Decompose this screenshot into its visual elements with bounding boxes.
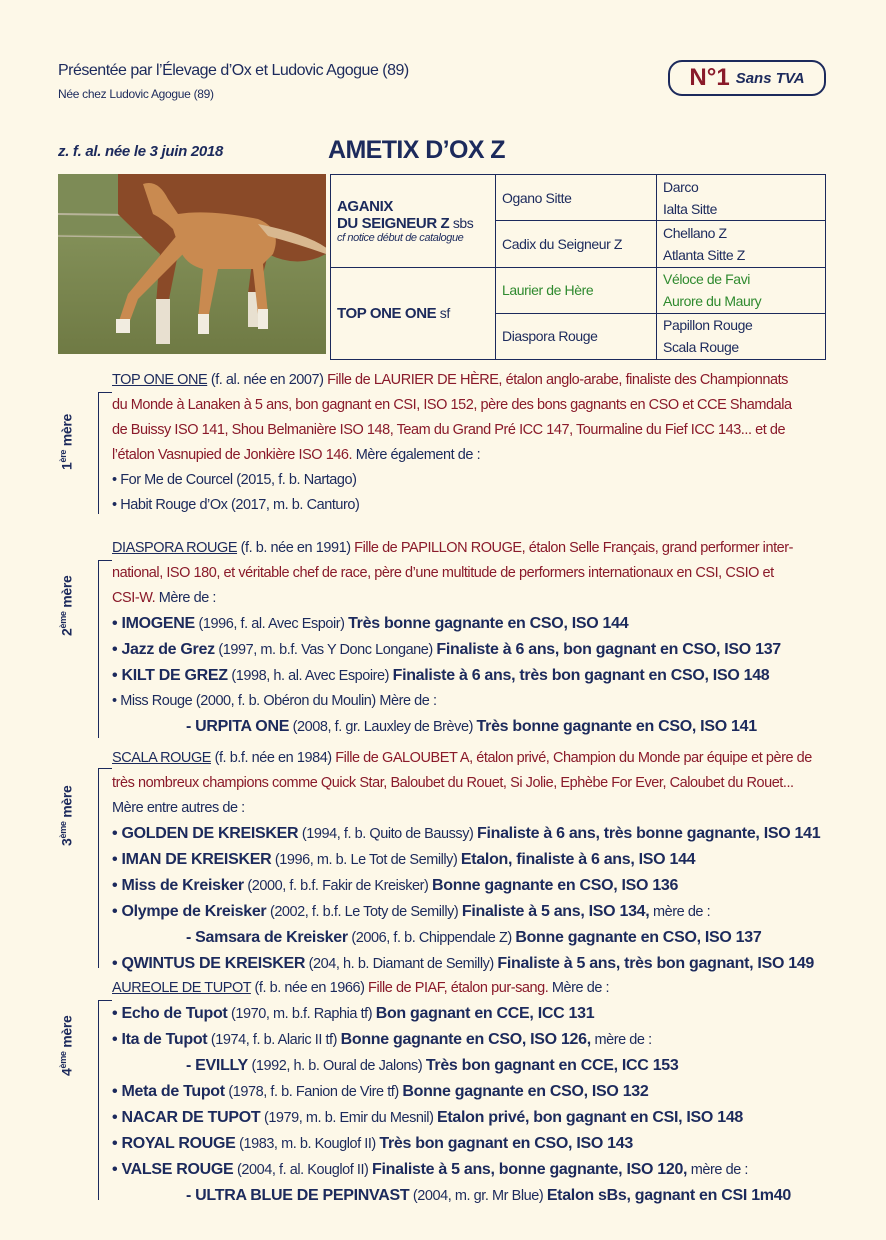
- ped-ds-parents: [657, 267, 826, 313]
- s4-i2-name: • Ita de Tupot: [112, 1031, 208, 1048]
- s2-i1-res: Très bonne gagnante en CSO, ISO 144: [348, 615, 629, 632]
- section1-bar: [98, 392, 99, 514]
- label-first-dam-sup: ère: [58, 449, 68, 463]
- sire-name-line1: AGANIX: [337, 197, 393, 215]
- s1-name: TOP ONE ONE: [112, 372, 208, 388]
- ped-sd: Cadix du Seigneur Z: [496, 221, 657, 267]
- section-second-dam: [112, 536, 828, 740]
- s4-i3-res: Très bon gagnant en CCE, ICC 153: [425, 1057, 679, 1074]
- ped-sdd: Atlanta Sitte Z: [663, 246, 745, 263]
- s4-i5-name: • NACAR DE TUPOT: [112, 1109, 261, 1126]
- s4-line1b: Mère de :: [548, 980, 610, 996]
- s2-i1-name: • IMOGENE: [112, 615, 195, 632]
- s4-i1-res: Bon gagnant en CCE, ICC 131: [375, 1005, 595, 1022]
- s2-i3-meta: (1998, h. al. Avec Espoire): [227, 668, 393, 684]
- s3-i4-meta: (2002, f. b.f. Le Toty de Semilly): [266, 904, 462, 920]
- section2-bar: [98, 560, 99, 738]
- s4-i4-name: • Meta de Tupot: [112, 1083, 225, 1100]
- label-fourth-dam-word: mère: [58, 1015, 75, 1052]
- s3-i3-res: Bonne gagnante en CSO, ISO 136: [431, 877, 679, 894]
- s3-i6-meta: (204, h. b. Diamant de Semilly): [305, 956, 498, 972]
- s4-i5-res: Etalon privé, bon gagnant en CSI, ISO 148: [437, 1109, 744, 1126]
- s2-meta: (f. b. née en 1991): [237, 540, 355, 556]
- s1-item2: • Habit Rouge d’Ox (2017, m. b. Canturo): [112, 497, 360, 513]
- s3-i1-name: • GOLDEN DE KREISKER: [112, 825, 299, 842]
- s1-meta: (f. al. née en 2007): [207, 372, 328, 388]
- s4-i4-res: Bonne gagnante en CSO, ISO 132: [402, 1083, 649, 1100]
- ped-dds: Papillon Rouge: [663, 317, 753, 334]
- section4-bar-top: [98, 1000, 112, 1001]
- s1-line1: Fille de LAURIER DE HÈRE, étalon anglo-arabe, finaliste des Championnats: [327, 372, 788, 388]
- ped-dd-parents: [657, 313, 826, 359]
- s3-name: SCALA ROUGE: [112, 750, 211, 766]
- ped-dsd: Aurore du Maury: [663, 293, 762, 310]
- section-fourth-dam: [112, 976, 828, 1209]
- ped-ss-parents: [657, 175, 826, 221]
- section-third-dam: [112, 746, 828, 977]
- ped-ssd: Ialta Sitte: [663, 200, 717, 217]
- s2-i5-meta: (2008, f. gr. Lauxley de Brève): [289, 719, 477, 735]
- sire-studbook: sbs: [452, 214, 474, 231]
- s4-i2-res: Bonne gagnante en CSO, ISO 126,: [340, 1031, 591, 1048]
- s2-line3b: Mère de :: [155, 590, 216, 606]
- s3-line1: Fille de GALOUBET A, étalon privé, Champion du Monde par équipe et père de: [335, 750, 812, 766]
- s4-i7-extra: mère de :: [687, 1162, 748, 1178]
- s2-line3: CSI-W.: [112, 590, 156, 606]
- s2-line2: national, ISO 180, et véritable chef de race, père d’une multitude de performers internationaux en CSI, CSIO et: [112, 565, 774, 581]
- s4-line1: Fille de PIAF, étalon pur-sang.: [368, 980, 549, 996]
- s3-i5-res: Bonne gagnante en CSO, ISO 137: [515, 929, 762, 946]
- label-second-dam-word: mère: [58, 575, 75, 612]
- ped-sd-parents: [657, 221, 826, 267]
- label-fourth-dam-num: 4: [58, 1068, 75, 1076]
- s4-i1-meta: (1970, m. b.f. Raphia tf): [227, 1006, 376, 1022]
- ped-ddd: Scala Rouge: [663, 339, 739, 356]
- pedigree-table: [330, 174, 826, 360]
- dam-name: TOP ONE ONE: [337, 304, 437, 322]
- s2-i3-name: • KILT DE GREZ: [112, 667, 228, 684]
- label-third-dam: [58, 786, 75, 846]
- label-first-dam: [58, 414, 75, 470]
- s3-i6-res: Finaliste à 5 ans, très bon gagnant, ISO 149: [497, 955, 815, 972]
- horse-description: z. f. al. née le 3 juin 2018: [58, 143, 224, 160]
- s2-i2-name: • Jazz de Grez: [112, 641, 215, 658]
- s4-i5-meta: (1979, m. b. Emir du Mesnil): [260, 1110, 438, 1126]
- s4-name: AUREOLE DE TUPOT: [112, 980, 251, 996]
- label-fourth-dam: [58, 1016, 75, 1076]
- s3-i5-name: - Samsara de Kreisker: [186, 929, 348, 946]
- s3-line3: Mère entre autres de :: [112, 800, 245, 816]
- ped-sss: Darco: [663, 178, 699, 195]
- s3-meta: (f. b.f. née en 1984): [211, 750, 336, 766]
- s2-name: DIASPORA ROUGE: [112, 540, 238, 556]
- s4-i7-name: • VALSE ROUGE: [112, 1161, 234, 1178]
- s3-i3-meta: (2000, f. b.f. Fakir de Kreisker): [243, 878, 432, 894]
- s4-i6-res: Très bon gagnant en CSO, ISO 143: [379, 1135, 633, 1152]
- s3-line2: très nombreux champions comme Quick Star, Baloubet du Rouet, Si Jolie, Ephèbe For Ever, Caloubet du Rouet...: [112, 775, 794, 791]
- s3-i1-res: Finaliste à 6 ans, très bonne gagnante, ISO 141: [476, 825, 821, 842]
- s2-i1-meta: (1996, f. al. Avec Espoir): [194, 616, 349, 632]
- s2-i2-meta: (1997, m. b.f. Vas Y Donc Longane): [214, 642, 437, 658]
- section3-bar-top: [98, 768, 112, 769]
- s1-line4b: Mère également de :: [352, 447, 481, 463]
- ped-ss: Ogano Sitte: [496, 175, 657, 221]
- label-third-dam-word: mère: [58, 785, 75, 822]
- lot-number: N°1: [689, 64, 730, 91]
- breeder-line: Née chez Ludovic Agogue (89): [58, 87, 214, 101]
- horse-photo: [58, 174, 326, 354]
- s4-i8-res: Etalon sBs, gagnant en CSI 1m40: [546, 1187, 791, 1204]
- sire-name-line2: DU SEIGNEUR Z: [337, 214, 450, 232]
- sire-cell: [331, 175, 496, 268]
- sire-note: cf notice début de catalogue: [337, 231, 464, 244]
- label-third-dam-num: 3: [58, 838, 75, 846]
- ped-sds: Chellano Z: [663, 224, 727, 241]
- s2-i3-res: Finaliste à 6 ans, très bon gagnant en CSO, ISO 148: [392, 667, 770, 684]
- s4-i7-meta: (2004, f. al. Kouglof II): [233, 1162, 372, 1178]
- ped-dd: Diaspora Rouge: [496, 313, 657, 359]
- s1-line3: de Buissy ISO 141, Shou Belmanière ISO 148, Team du Grand Pré ICC 147, Tourmaline du Fief ICC 143... et de: [112, 422, 786, 438]
- s3-i6-name: • QWINTUS DE KREISKER: [112, 955, 306, 972]
- label-third-dam-sup: ème: [58, 821, 68, 839]
- s2-i4: • Miss Rouge (2000, f. b. Obéron du Moulin) Mère de :: [112, 693, 437, 709]
- s2-i2-res: Finaliste à 6 ans, bon gagnant en CSO, ISO 137: [436, 641, 781, 658]
- s3-i2-meta: (1996, m. b. Le Tot de Semilly): [271, 852, 461, 868]
- s4-i2-meta: (1974, f. b. Alaric II tf): [207, 1032, 341, 1048]
- section3-bar: [98, 768, 99, 968]
- s4-i8-name: - ULTRA BLUE DE PEPINVAST: [186, 1187, 410, 1204]
- label-fourth-dam-sup: ème: [58, 1051, 68, 1069]
- label-first-dam-word: mère: [58, 414, 75, 450]
- s3-i4-res: Finaliste à 5 ans, ISO 134,: [461, 903, 650, 920]
- section4-bar: [98, 1000, 99, 1200]
- s3-i2-name: • IMAN DE KREISKER: [112, 851, 272, 868]
- s1-item1: • For Me de Courcel (2015, f. b. Nartago): [112, 472, 357, 488]
- s3-i1-meta: (1994, f. b. Quito de Baussy): [298, 826, 477, 842]
- s4-i7-res: Finaliste à 5 ans, bonne gagnante, ISO 120,: [372, 1161, 688, 1178]
- s4-i1-name: • Echo de Tupot: [112, 1005, 228, 1022]
- label-first-dam-num: 1: [58, 462, 75, 470]
- label-second-dam-sup: ème: [58, 611, 68, 629]
- s4-i4-meta: (1978, f. b. Fanion de Vire tf): [224, 1084, 403, 1100]
- s4-i6-meta: (1983, m. b. Kouglof II): [235, 1136, 380, 1152]
- section1-bar-top: [98, 392, 112, 393]
- s1-line2: du Monde à Lanaken à 5 ans, bon gagnant en CSI, ISO 152, père des bons gagnants en CSO et CCE Shamdala: [112, 397, 792, 413]
- dam-studbook: sf: [439, 304, 450, 321]
- s2-i5-res: Très bonne gagnante en CSO, ISO 141: [476, 718, 757, 735]
- s4-i6-name: • ROYAL ROUGE: [112, 1135, 236, 1152]
- dam-cell: [331, 267, 496, 360]
- ped-ds: Laurier de Hère: [496, 267, 657, 313]
- s4-meta: (f. b. née en 1966): [250, 980, 369, 996]
- horse-name: AMETIX D’OX Z: [328, 136, 505, 164]
- s4-i2-extra: mère de :: [590, 1032, 652, 1048]
- lot-tax: Sans TVA: [735, 69, 805, 87]
- section-first-dam: [112, 368, 828, 518]
- section2-bar-top: [98, 560, 112, 561]
- s3-i5-meta: (2006, f. b. Chippendale Z): [347, 930, 516, 946]
- lot-badge: [668, 60, 826, 96]
- s4-i8-meta: (2004, m. gr. Mr Blue): [409, 1188, 547, 1204]
- s3-i4-name: • Olympe de Kreisker: [112, 903, 267, 920]
- s3-i2-res: Etalon, finaliste à 6 ans, ISO 144: [460, 851, 696, 868]
- s4-i3-meta: (1992, h. b. Oural de Jalons): [247, 1058, 426, 1074]
- label-second-dam: [58, 576, 75, 636]
- s2-i5-name: - URPITA ONE: [186, 718, 290, 735]
- s2-line1: Fille de PAPILLON ROUGE, étalon Selle Français, grand performer inter-: [354, 540, 794, 556]
- s3-i4-extra: mère de :: [649, 904, 711, 920]
- ped-dss: Véloce de Favi: [663, 271, 751, 288]
- presenter-line: Présentée par l’Élevage d’Ox et Ludovic Agogue (89): [58, 62, 409, 79]
- s1-line4: l’étalon Vasnupied de Jonkière ISO 146.: [112, 447, 353, 463]
- s3-i3-name: • Miss de Kreisker: [112, 877, 244, 894]
- label-second-dam-num: 2: [58, 628, 75, 636]
- s4-i3-name: - EVILLY: [186, 1057, 248, 1074]
